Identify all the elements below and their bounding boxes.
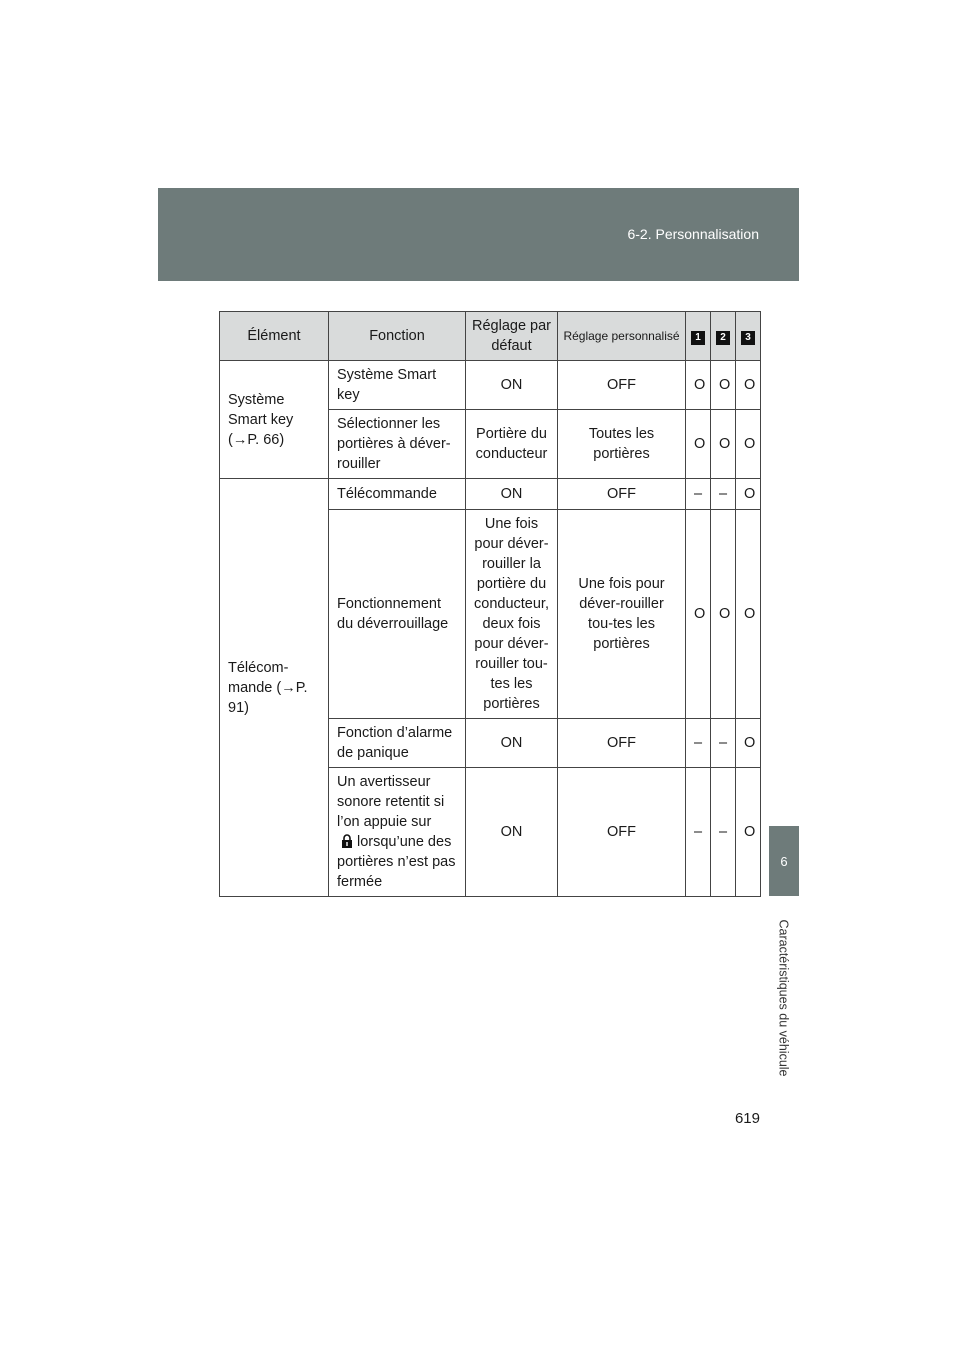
col1-cell: – — [686, 479, 711, 510]
fonction-cell: Fonction d’alarme de panique — [329, 719, 466, 768]
custom-cell: OFF — [558, 479, 686, 510]
default-cell: ON — [466, 768, 558, 897]
col1-cell: – — [686, 768, 711, 897]
section-title: 6-2. Personnalisation — [627, 226, 759, 242]
default-cell: ON — [466, 361, 558, 410]
col2-cell: – — [711, 719, 736, 768]
table-row — [220, 361, 761, 410]
col3-cell: O — [736, 768, 761, 897]
col2-cell: O — [711, 361, 736, 410]
col2-cell: O — [711, 510, 736, 719]
badge-1: 1 — [691, 331, 705, 345]
header-col-2 — [711, 312, 736, 361]
fonction-cell — [329, 768, 466, 897]
element-telecommande: Télécom-mande (→P. 91) — [220, 479, 329, 897]
header-default: Réglage par défaut — [466, 312, 558, 361]
col2-cell: – — [711, 479, 736, 510]
header-custom-label: Réglage personnalisé — [563, 329, 680, 343]
fonction-cell: Système Smart key — [329, 361, 466, 410]
table-row — [220, 479, 761, 510]
col3-cell: O — [736, 719, 761, 768]
header-fonction: Fonction — [329, 312, 466, 361]
col1-cell: – — [686, 719, 711, 768]
col1-cell: O — [686, 361, 711, 410]
custom-cell: OFF — [558, 719, 686, 768]
col3-cell: O — [736, 361, 761, 410]
table-header-row — [220, 312, 761, 361]
fonction-text-b: lorsqu’une des portières n’est pas fermée — [337, 834, 456, 890]
header-element: Élément — [220, 312, 329, 361]
custom-cell: Toutes les portières — [558, 410, 686, 479]
fonction-text-a: Un avertisseur sonore retentit si l’on appuie sur — [337, 774, 445, 830]
default-cell: Portière du conducteur — [466, 410, 558, 479]
header-custom — [558, 312, 686, 361]
customization-table — [219, 311, 761, 897]
chapter-title: Caractéristiques du véhicule — [777, 919, 791, 1077]
col3-cell: O — [736, 479, 761, 510]
default-cell: Une fois pour déver-rouiller la portière du conducteur, deux fois pour déver-rouiller tou-tes les portières — [466, 510, 558, 719]
chapter-label — [769, 903, 799, 1093]
col2-cell: O — [711, 410, 736, 479]
chapter-number: 6 — [780, 853, 788, 869]
fonction-cell: Fonctionnement du déverrouillage — [329, 510, 466, 719]
col1-cell: O — [686, 410, 711, 479]
page-number: 619 — [734, 1110, 760, 1127]
badge-2: 2 — [716, 331, 730, 345]
element-smart-key: Système Smart key (→P. 66) — [220, 361, 329, 479]
custom-cell: OFF — [558, 361, 686, 410]
section-header-band — [158, 188, 799, 281]
header-col-1 — [686, 312, 711, 361]
fonction-cell: Sélectionner les portières à déver-rouiller — [329, 410, 466, 479]
col2-cell: – — [711, 768, 736, 897]
col3-cell: O — [736, 510, 761, 719]
default-cell: ON — [466, 719, 558, 768]
col3-cell: O — [736, 410, 761, 479]
lock-icon — [341, 834, 353, 848]
custom-cell: Une fois pour déver-rouiller tou-tes les portières — [558, 510, 686, 719]
col1-cell: O — [686, 510, 711, 719]
badge-3: 3 — [741, 331, 755, 345]
default-cell: ON — [466, 479, 558, 510]
header-col-3 — [736, 312, 761, 361]
fonction-cell: Télécommande — [329, 479, 466, 510]
chapter-tab — [769, 826, 799, 896]
custom-cell: OFF — [558, 768, 686, 897]
